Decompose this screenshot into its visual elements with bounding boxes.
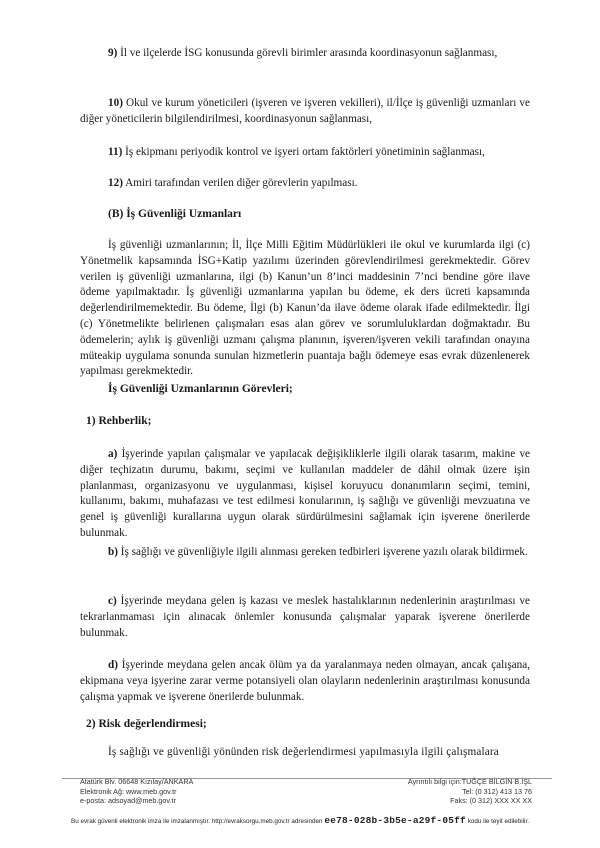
guidance-heading: 1) Rehberlik; bbox=[86, 415, 152, 427]
footer-right bbox=[408, 777, 532, 806]
risk-heading: 2) Risk değerlendirmesi; bbox=[86, 718, 207, 730]
list-item-12 bbox=[80, 176, 530, 192]
guidance-item-b bbox=[80, 545, 530, 561]
list-item-10 bbox=[80, 96, 530, 128]
footer-fax: Faks: (0 312) XXX XX XX bbox=[450, 796, 532, 806]
list-item-9 bbox=[80, 46, 530, 62]
item-text: İşyerinde meydana gelen ancak ölüm ya da yaralanmaya neden olmayan, ancak çalışana, ekipmana veya işyerine zarar verme potansiyeli olan olayların nedenlerinin araştırılması konusunda çalışma yapmak ve işverene önerilerde bulunmak. bbox=[80, 659, 530, 703]
footer-contact: Ayrıntılı bilgi için:TUĞÇE BİLGİN B.İŞL bbox=[407, 777, 532, 786]
risk-paragraph: İş sağlığı ve güvenliği yönünden risk değerlendirmesi yapılmasıyla ilgili çalışmalara bbox=[108, 746, 499, 758]
footer-network: Elektronik Ağ: www.meb.gov.tr bbox=[80, 786, 177, 796]
section-b-heading: (B) İş Güvenliği Uzmanları bbox=[108, 208, 242, 220]
item-text: İşyerinde meydana gelen iş kazası ve meslek hastalıklarının nedenlerinin araştırılması ve tekrarlanmaması için alınacak önlemler konusunda çalışmalar yaparak işverene önerilerde bulunmak. bbox=[80, 595, 530, 639]
verification-line bbox=[0, 815, 600, 826]
item-number: 11) bbox=[108, 146, 123, 158]
footer-email: e-posta: adsoyad@meb.gov.tr bbox=[80, 796, 176, 806]
item-label: b) bbox=[108, 546, 118, 558]
item-text: Okul ve kurum yöneticileri (işveren ve işveren vekilleri), il/İlçe iş güvenliği uzmanları ve diğer yöneticilerin bilgilendirilmesi, koordinasyonun sağlanması, bbox=[80, 97, 530, 125]
item-number: 12) bbox=[108, 177, 123, 189]
item-label: c) bbox=[108, 595, 117, 607]
footer-address: Atatürk Blv. 06648 Kızılay/ANKARA bbox=[80, 777, 194, 786]
guidance-item-d bbox=[80, 658, 530, 705]
item-text: İş ekipmanı periyodik kontrol ve işyeri ortam faktörleri yönetiminin sağlanması, bbox=[125, 146, 485, 158]
guidance-item-a bbox=[80, 447, 530, 542]
verification-prefix: Bu evrak güvenli elektronik imza ile imzalanmıştır. http://evraksorgu.meb.gov.tr adresinden bbox=[71, 818, 323, 825]
item-label: a) bbox=[108, 448, 118, 460]
item-label: d) bbox=[108, 659, 118, 671]
duties-heading: İş Güvenliği Uzmanlarının Görevleri; bbox=[108, 383, 293, 395]
item-text: İl ve ilçelerde İSG konusunda görevli birimler arasında koordinasyonun sağlanması, bbox=[120, 47, 498, 59]
list-item-11 bbox=[80, 145, 530, 161]
item-text: İş sağlığı ve güvenliğiyle ilgili alınması gereken tedbirleri işverene yazılı olarak bildirmek. bbox=[120, 546, 528, 558]
footer-left bbox=[80, 777, 193, 806]
verification-code: ee78-028b-3b5e-a29f-05ff bbox=[324, 815, 466, 826]
verification-suffix: kodu ile teyit edilebilir. bbox=[467, 818, 529, 825]
item-number: 10) bbox=[108, 97, 123, 109]
item-text: İşyerinde yapılan çalışmalar ve yapılacak değişikliklerle ilgili olarak tasarım, makine ve diğer teçhizatın durumu, bakımı, seçimi ve kullanılan maddeler de dâhil olmak üzere işin planlanması, organizasyonu ve uygulanması, kişisel koruyucu donanımların seçimi, temini, kullanımı, bakımı, muhafazası ve test edilmesi konularının, iş sağlığı ve güvenliği mevzuatına ve genel iş güvenliği kurallarına uygun olarak sürdürülmesini sağlamak için işverene önerilerde bulunmak. bbox=[80, 448, 531, 539]
guidance-item-c bbox=[80, 594, 530, 641]
section-b-paragraph: İş güvenliği uzmanlarının; İl, İlçe Milli Eğitim Müdürlükleri ile okul ve kurumlarda ilgi (c) Yönetmelik kapsamında İSG+Katip yazılımı üzerinden görevlendirilmesi gerekmektedir. Görev verilen iş güvenliği uzmanlarına, ilgi (b) Kanun’un 8’inci maddesinin 7’nci bendine göre ilave ödeme yapılmaktadır. İş güvenliği uzmanlarına yapılan bu ödeme, ek ders ücreti kapsamında değerlendirilmemektedir. Bu ödeme, İlgi (b) Kanun’da ilave ödeme olarak ifade edilmektedir. İlgi (c) Yönetmelikte belirlenen çalışmaları esas alan görev ve sorumluluklardan doğmaktadır. Bu ödemelerin; aylık iş güvenliği uzmanı çalışma planının, işveren/işveren vekili tarafından onayına müteakip uygulama sonunda sunulan hizmetlerin puantaja bağlı ödemeye esas evrak düzenlenerek yapılması gerekmektedir. bbox=[80, 239, 530, 378]
item-number: 9) bbox=[108, 47, 118, 59]
item-text: Amiri tarafından verilen diğer görevlerin yapılması. bbox=[125, 177, 358, 189]
footer-phone: Tel: (0 312) 413 13 76 bbox=[462, 786, 532, 796]
